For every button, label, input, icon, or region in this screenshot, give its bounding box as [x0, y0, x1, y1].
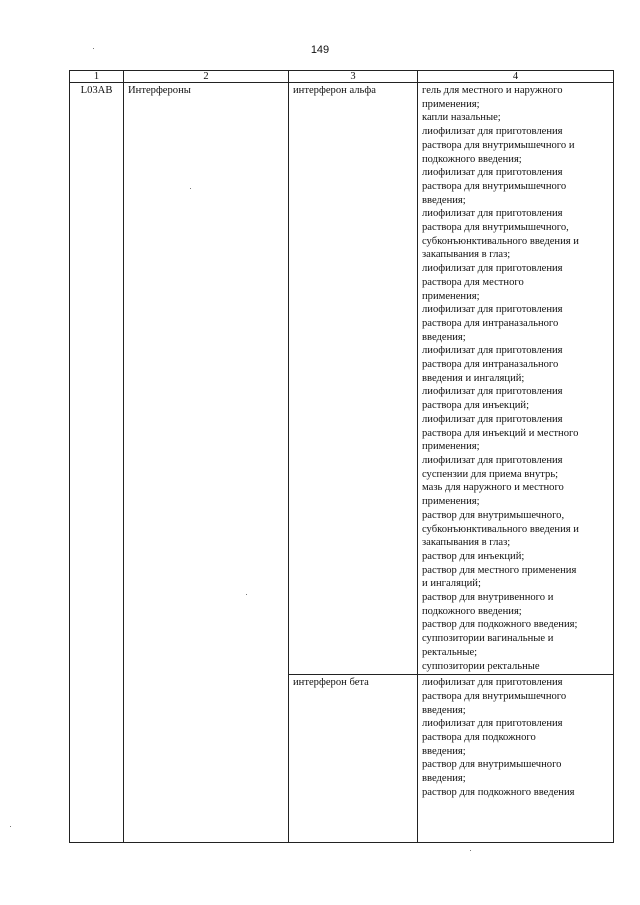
dosage-form-line: введения и ингаляций; — [422, 372, 525, 384]
atc-code-cell: L03AB — [70, 83, 124, 843]
dosage-form-line: закапывания в глаз; — [422, 537, 511, 549]
dosage-form-line: ректальные; — [422, 646, 478, 658]
dosage-form-line: применения; — [422, 496, 480, 508]
scan-speck — [470, 850, 471, 851]
dosage-form-line: субконъюнктивального введения и — [422, 523, 579, 535]
dosage-form-line: раствора для внутримышечного — [422, 690, 567, 702]
scan-speck — [10, 826, 11, 827]
dosage-form-line: раствора для местного — [422, 276, 524, 288]
dosage-form-line: лиофилизат для приготовления — [422, 208, 563, 220]
dosage-form-line: суппозитории ректальные — [422, 660, 540, 672]
dosage-form-line: раствор для подкожного введения — [422, 786, 575, 798]
header-col-1: 1 — [70, 71, 124, 83]
dosage-form-line: применения; — [422, 290, 480, 302]
dosage-form-line: лиофилизат для приготовления — [422, 263, 563, 275]
dosage-forms-cell — [418, 83, 614, 675]
dosage-form-line: введения; — [422, 194, 466, 206]
dosage-form-line: лиофилизат для приготовления — [422, 677, 563, 689]
table-row — [70, 83, 614, 675]
dosage-form-line: введения; — [422, 745, 466, 757]
drug-name-cell: интерферон бета — [289, 675, 418, 843]
header-col-3: 3 — [289, 71, 418, 83]
dosage-form-line: и ингаляций; — [422, 578, 481, 590]
header-col-4: 4 — [418, 71, 614, 83]
dosage-form-line: лиофилизат для приготовления — [422, 345, 563, 357]
dosage-form-line: применения; — [422, 98, 480, 110]
dosage-form-line: раствора для интраназального — [422, 317, 559, 329]
dosage-form-line: лиофилизат для приготовления — [422, 167, 563, 179]
dosage-form-line: лиофилизат для приготовления — [422, 126, 563, 138]
scan-speck — [246, 594, 247, 595]
dosage-form-line: капли назальные; — [422, 112, 501, 124]
dosage-form-line: подкожного введения; — [422, 605, 522, 617]
dosage-forms-list — [422, 676, 609, 799]
dosage-form-line: раствор для внутримышечного, — [422, 509, 565, 521]
dosage-form-line: раствор для внутривенного и — [422, 592, 554, 604]
dosage-form-line: раствора для инъекций; — [422, 400, 530, 412]
dosage-form-line: мазь для наружного и местного — [422, 482, 564, 494]
header-row — [70, 71, 614, 83]
drug-table — [69, 70, 614, 843]
page-number: 149 — [310, 44, 330, 56]
dosage-form-line: гель для местного и наружного — [422, 85, 563, 96]
dosage-form-line: раствора для внутримышечного и — [422, 139, 575, 151]
dosage-form-line: раствор для внутримышечного — [422, 759, 562, 771]
dosage-form-line: лиофилизат для приготовления — [422, 454, 563, 466]
dosage-form-line: закапывания в глаз; — [422, 249, 511, 261]
dosage-form-line: лиофилизат для приготовления — [422, 386, 563, 398]
dosage-form-line: раствор для инъекций; — [422, 550, 525, 562]
scan-speck — [190, 188, 191, 189]
dosage-form-line: раствора для внутримышечного — [422, 180, 567, 192]
dosage-form-line: суспензии для приема внутрь; — [422, 468, 559, 480]
dosage-forms-cell — [418, 675, 614, 843]
dosage-forms-list — [422, 84, 609, 673]
dosage-form-line: введения; — [422, 773, 466, 785]
dosage-form-line: введения; — [422, 704, 466, 716]
dosage-form-line: подкожного введения; — [422, 153, 522, 165]
dosage-form-line: раствора для инъекций и местного — [422, 427, 579, 439]
dosage-form-line: лиофилизат для приготовления — [422, 304, 563, 316]
dosage-form-line: раствора для интраназального — [422, 359, 559, 371]
dosage-form-line: лиофилизат для приготовления — [422, 413, 563, 425]
dosage-form-line: лиофилизат для приготовления — [422, 718, 563, 730]
scan-speck — [93, 48, 94, 49]
dosage-form-line: раствора для внутримышечного, — [422, 222, 569, 234]
drug-name-cell: интерферон альфа — [289, 83, 418, 675]
header-col-2: 2 — [124, 71, 289, 83]
dosage-form-line: раствора для подкожного — [422, 732, 536, 744]
dosage-form-line: раствор для местного применения — [422, 564, 577, 576]
dosage-form-line: субконъюнктивального введения и — [422, 235, 579, 247]
dosage-form-line: суппозитории вагинальные и — [422, 633, 554, 645]
dosage-form-line: раствор для подкожного введения; — [422, 619, 578, 631]
group-name-cell: Интерфероны — [124, 83, 289, 843]
dosage-form-line: введения; — [422, 331, 466, 343]
dosage-form-line: применения; — [422, 441, 480, 453]
